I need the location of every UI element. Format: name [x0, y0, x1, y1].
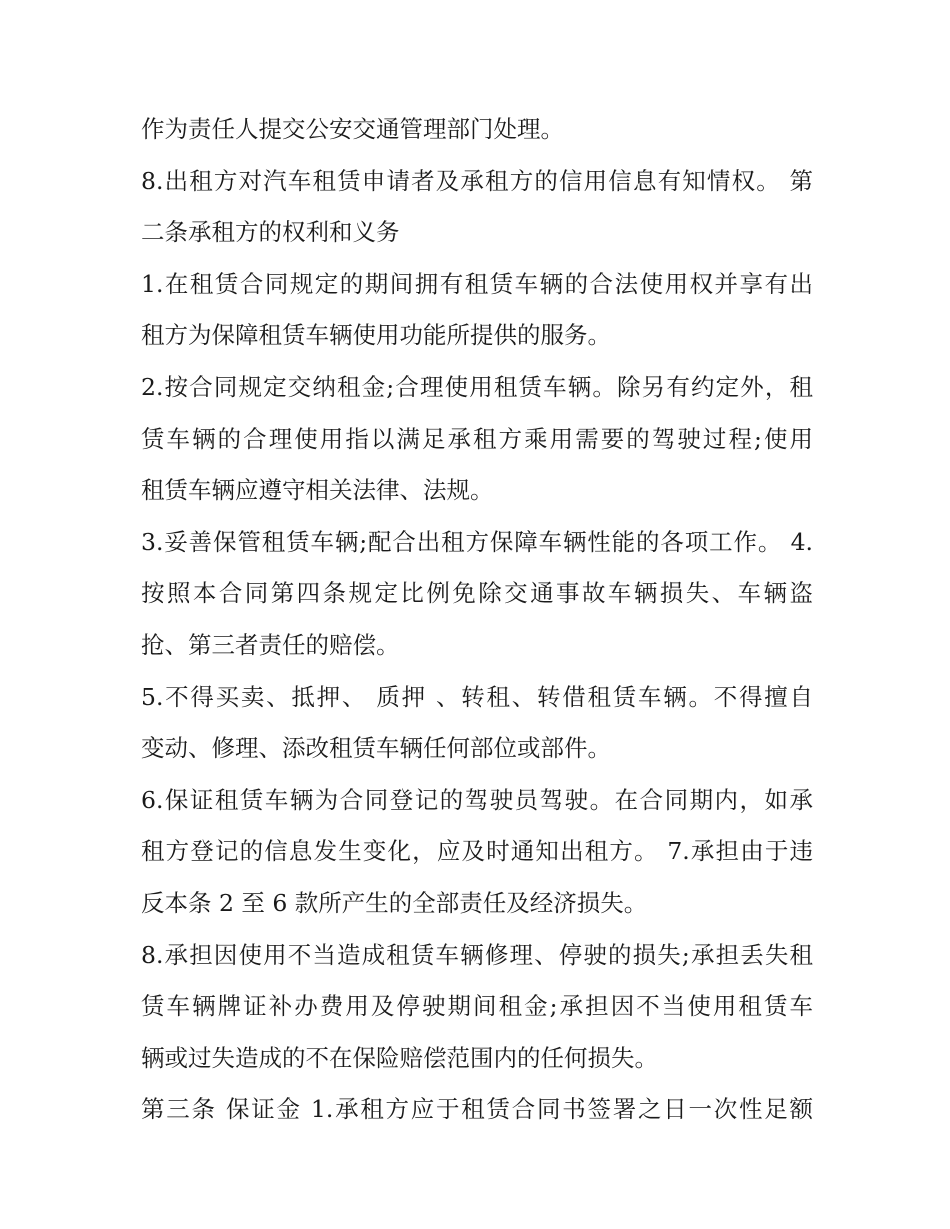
text-line: 1.在租赁合同规定的期间拥有租赁车辆的合法使用权并享有出 [141, 269, 813, 298]
text-line: 第三条 保证金 1.承租方应于租赁合同书签署之日一次性足额 [141, 1095, 813, 1124]
text-line: 赁车辆牌证补办费用及停驶期间租金;承担因不当使用租赁车 [141, 992, 813, 1021]
text-line: 租赁车辆应遵守相关法律、法规。 [141, 476, 494, 505]
text-line: 2.按合同规定交纳租金;合理使用租赁车辆。除另有约定外，租 [141, 372, 813, 401]
text-line: 按照本合同第四条规定比例免除交通事故车辆损失、车辆盗 [141, 579, 813, 608]
text-line: 租方登记的信息发生变化，应及时通知出租方。 7.承担由于违 [141, 837, 813, 866]
document-body [141, 104, 813, 1136]
text-line: 二条承租方的权利和义务 [141, 218, 400, 247]
text-line: 变动、修理、添改租赁车辆任何部位或部件。 [141, 734, 611, 763]
text-line: 6.保证租赁车辆为合同登记的驾驶员驾驶。在合同期内，如承 [141, 785, 813, 814]
text-line: 赁车辆的合理使用指以满足承租方乘用需要的驾驶过程;使用 [141, 424, 813, 453]
text-line: 辆或过失造成的不在保险赔偿范围内的任何损失。 [141, 1043, 658, 1072]
text-line: 5.不得买卖、抵押、 质押 、转租、转借租赁车辆。不得擅自 [141, 682, 813, 711]
text-line: 作为责任人提交公安交通管理部门处理。 [141, 115, 564, 143]
text-line: 反本条 2 至 6 款所产生的全部责任及经济损失。 [141, 888, 648, 917]
text-line: 抢、第三者责任的赔偿。 [141, 630, 400, 659]
text-line: 租方为保障租赁车辆使用功能所提供的服务。 [141, 321, 611, 350]
text-line: 3.妥善保管租赁车辆;配合出租方保障车辆性能的各项工作。 4. [141, 527, 813, 556]
text-line: 8.出租方对汽车租赁申请者及承租方的信用信息有知情权。 第 [141, 166, 813, 195]
text-line: 8.承担因使用不当造成租赁车辆修理、停驶的损失;承担丢失租 [141, 940, 813, 969]
